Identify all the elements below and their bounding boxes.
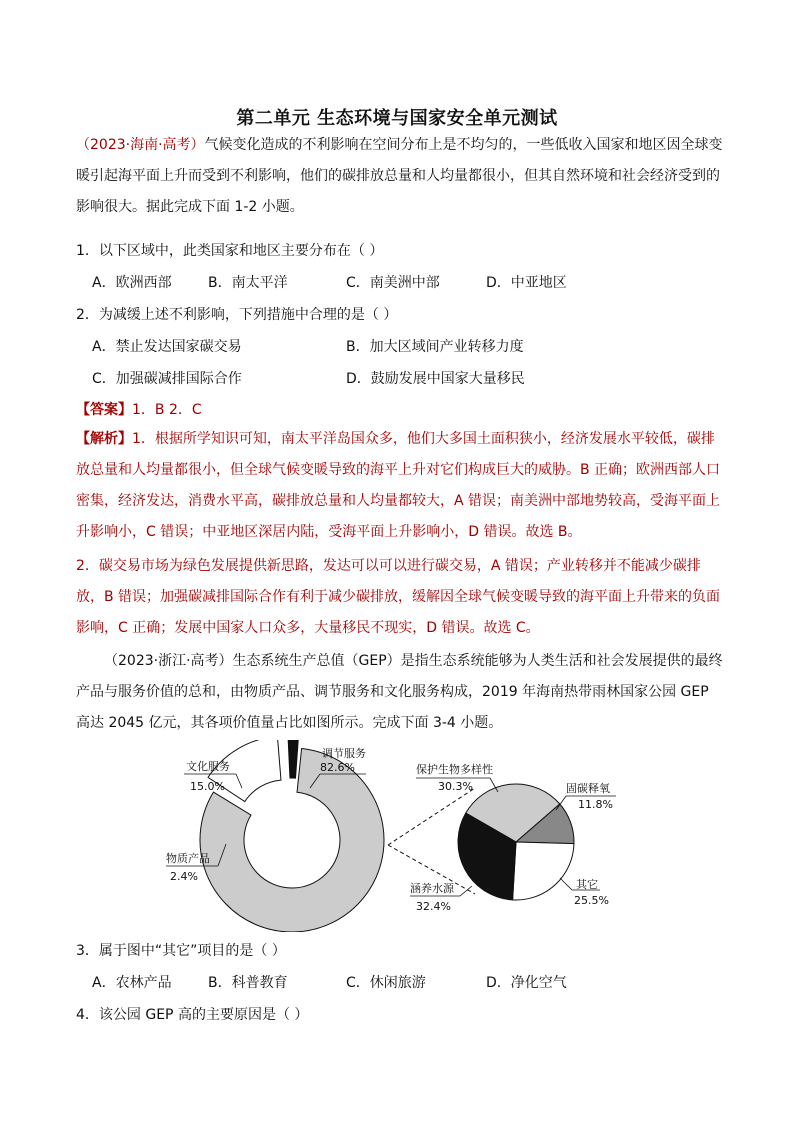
gep-chart xyxy=(160,740,620,932)
q3-option-d: D．净化空气 xyxy=(486,975,567,991)
label-baohu: 保护生物多样性 xyxy=(416,763,493,776)
q2-option-d: D．鼓励发展中国家大量移民 xyxy=(346,371,525,387)
answer-line xyxy=(76,399,202,419)
label-wenhua: 文化服务 xyxy=(186,760,230,773)
question-1-stem: 1．以下区域中，此类国家和地区主要分布在（ ） xyxy=(76,243,384,259)
value-tiaojie: 82.6% xyxy=(320,761,355,774)
pie-slice-2 xyxy=(513,842,574,900)
page-title: 第二单元 生态环境与国家安全单元测试 xyxy=(236,108,558,129)
label-tiaojie: 调节服务 xyxy=(322,747,366,760)
label-wuzhi: 物质产品 xyxy=(166,852,210,865)
value-qita: 25.5% xyxy=(574,894,609,907)
label-hanyang: 涵养水源 xyxy=(410,882,454,895)
q1-option-c: C．南美洲中部 xyxy=(346,275,440,291)
analysis-text-1: 1．根据所学知识可知，南太平洋岛国众多，他们大多国土面积狭小，经济发展水平较低，碳排放总量和人均量都很小，但全球气候变暖导致的海平上升对它们构成巨大的威胁。B 正确；欧洲西部人口密集，经济发达，消费水平高，碳排放总量和人均量都较大，A 错误；南美洲中部地势较高，受海平面上升影响小，C 错误；中亚地区深居内陆，受海平面上升影响小，D 错误。故选 B。 xyxy=(76,431,721,540)
analysis-paragraph-2: 2．碳交易市场为绿色发展提供新思路，发达可以可以进行碳交易，A 错误；产业转移并不能减少碳排放，B 错误；加强碳减排国际合作有利于减少碳排放，缓解因全球气候变暖导致的海平面上升带来的负面影响，C 正确；发展中国家人口众多，大量移民不现实，D 错误。故选 C。 xyxy=(76,558,721,636)
value-baohu: 30.3% xyxy=(438,780,473,793)
question-4-stem: 4．该公园 GEP 高的主要原因是（ ） xyxy=(76,1007,309,1023)
analysis-paragraph-1 xyxy=(76,424,726,548)
source-tag-2: （2023·浙江·高考） xyxy=(104,653,233,669)
q3-option-b: B．科普教育 xyxy=(208,975,288,991)
label-gutan: 固碳释氧 xyxy=(566,782,610,795)
intro-text-2: 生态系统生产总值（GEP）是指生态系统能够为人类生活和社会发展提供的最终产品与服务价值的总和，由物质产品、调节服务和文化服务构成，2019 年海南热带雨林国家公园 GEP 高达 2045 亿元，其各项价值量占比如图所示。完成下面 3-4 小题。 xyxy=(76,653,723,731)
answer-text: 1．B 2．C xyxy=(132,402,202,418)
pie-chart xyxy=(458,784,574,900)
q1-option-b: B．南太平洋 xyxy=(208,275,288,291)
intro-paragraph-1 xyxy=(76,130,726,223)
value-hanyang: 32.4% xyxy=(416,900,451,913)
question-2-stem: 2．为减缓上述不利影响，下列措施中合理的是（ ） xyxy=(76,307,398,323)
q2-option-c: C．加强碳减排国际合作 xyxy=(92,371,242,387)
question-3-stem: 3．属于图中“其它”项目的是（ ） xyxy=(76,943,286,959)
q2-option-a: A．禁止发达国家碳交易 xyxy=(92,339,242,355)
label-qita: 其它 xyxy=(576,878,598,891)
donut-slice-2 xyxy=(288,740,299,778)
intro-paragraph-2 xyxy=(76,646,726,739)
q3-option-a: A．农林产品 xyxy=(92,975,172,991)
answer-label: 【答案】 xyxy=(76,402,132,418)
value-wuzhi: 2.4% xyxy=(170,870,198,883)
q2-option-b: B．加大区域间产业转移力度 xyxy=(346,339,524,355)
value-gutan: 11.8% xyxy=(578,798,613,811)
intro-text: 气候变化造成的不利影响在空间分布上是不均匀的，一些低收入国家和地区因全球变暖引起海平面上升而受到不利影响，他们的碳排放总量和人均量都很小，但其自然环境和社会经济受到的影响很大。据此完成下面 1-2 小题。 xyxy=(76,137,723,215)
q1-option-d: D．中亚地区 xyxy=(486,275,567,291)
value-wenhua: 15.0% xyxy=(190,780,225,793)
analysis-label: 【解析】 xyxy=(76,431,132,447)
q3-option-c: C．休闲旅游 xyxy=(346,975,426,991)
source-tag: （2023·海南·高考） xyxy=(76,137,205,153)
q1-option-a: A．欧洲西部 xyxy=(92,275,172,291)
